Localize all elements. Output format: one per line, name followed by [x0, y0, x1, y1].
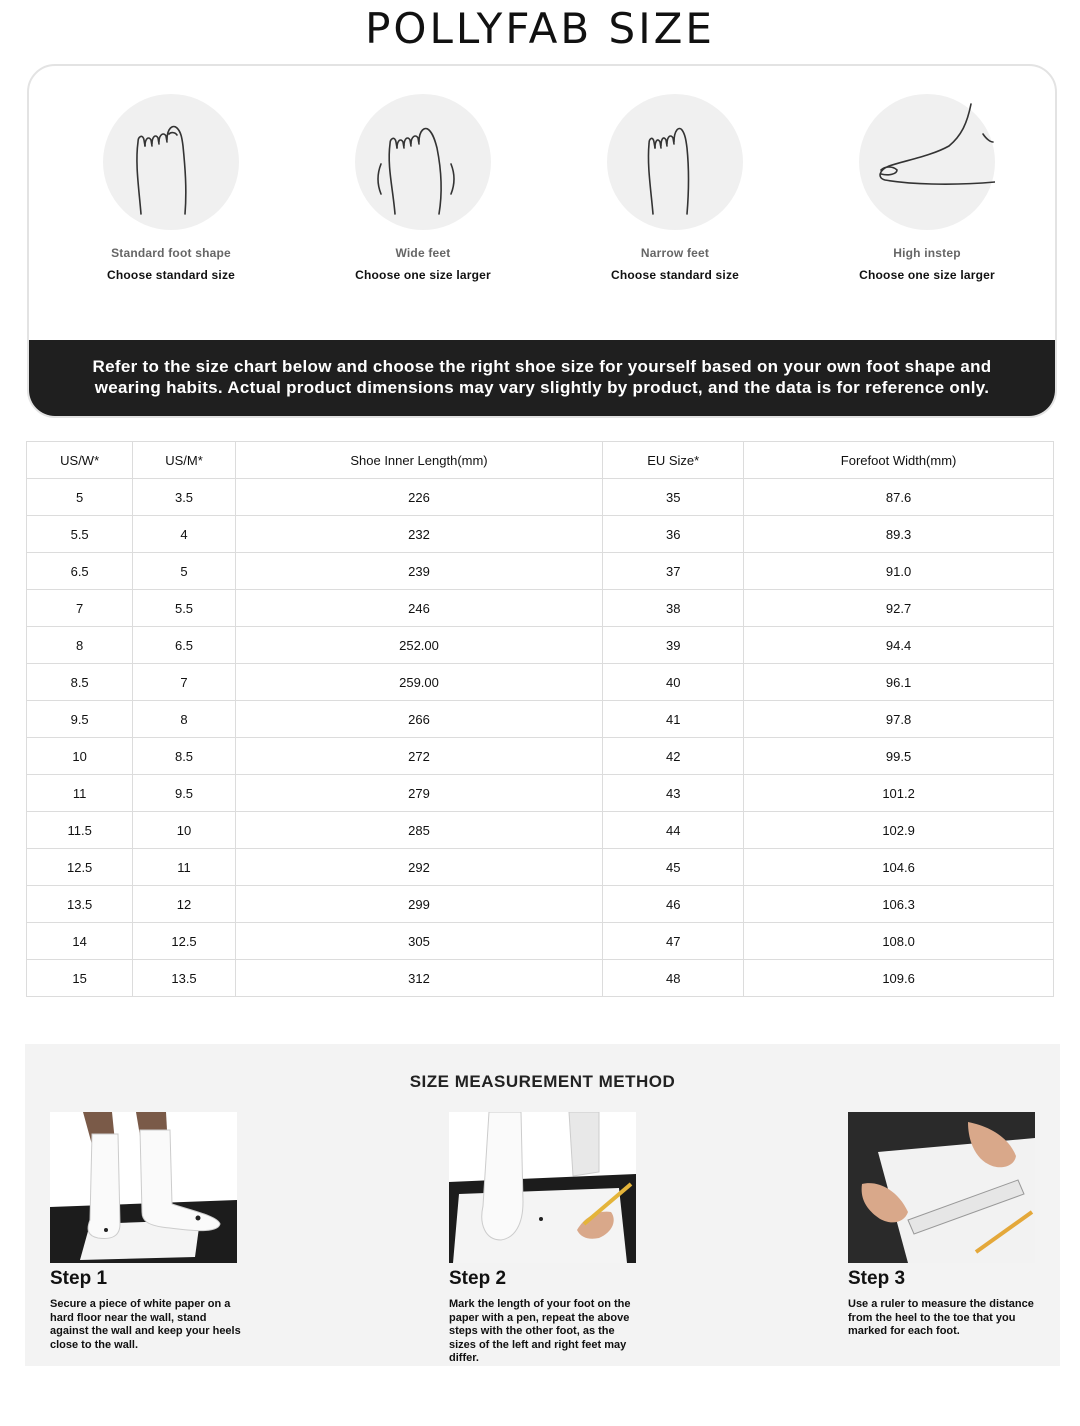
foot-type-advice: Choose one size larger — [355, 268, 491, 282]
cell-eu-size: 39 — [603, 627, 744, 664]
column-header-us-men: US/M* — [133, 442, 235, 479]
foot-type-advice: Choose standard size — [610, 268, 740, 282]
page-title: POLLYFAB SIZE — [365, 4, 715, 53]
cell-us-men: 10 — [133, 812, 235, 849]
step-2-description: Mark the length of your foot on the paper with a pen, repeat the above steps with the other foot, as the sizes of the left and right feet may differ. — [449, 1298, 631, 1364]
cell-us-women: 13.5 — [27, 886, 133, 923]
cell-forefoot-width: 108.0 — [744, 923, 1054, 960]
step-1-photo — [50, 1112, 237, 1263]
cell-inner-length: 279 — [235, 775, 603, 812]
cell-us-men: 4 — [133, 516, 235, 553]
cell-us-men: 11 — [133, 849, 235, 886]
cell-us-men: 3.5 — [133, 479, 235, 516]
column-header-us-women: US/W* — [27, 442, 133, 479]
cell-forefoot-width: 96.1 — [744, 664, 1054, 701]
table-row — [27, 738, 1054, 775]
cell-inner-length: 259.00 — [235, 664, 603, 701]
cell-forefoot-width: 109.6 — [744, 960, 1054, 997]
cell-us-women: 12.5 — [27, 849, 133, 886]
cell-us-men: 13.5 — [133, 960, 235, 997]
cell-us-women: 8 — [27, 627, 133, 664]
cell-inner-length: 299 — [235, 886, 603, 923]
table-row — [27, 812, 1054, 849]
cell-inner-length: 239 — [235, 553, 603, 590]
cell-us-men: 12.5 — [133, 923, 235, 960]
cell-eu-size: 46 — [603, 886, 744, 923]
column-header-inner-length: Shoe Inner Length(mm) — [235, 442, 603, 479]
cell-eu-size: 37 — [603, 553, 744, 590]
cell-inner-length: 292 — [235, 849, 603, 886]
foot-type-advice: Choose standard size — [106, 268, 236, 282]
cell-us-men: 6.5 — [133, 627, 235, 664]
cell-forefoot-width: 89.3 — [744, 516, 1054, 553]
step-3-title: Step 3 — [848, 1268, 906, 1289]
cell-us-women: 11 — [27, 775, 133, 812]
cell-eu-size: 41 — [603, 701, 744, 738]
foot-type-standard — [45, 66, 297, 282]
foot-type-label: Wide feet — [395, 246, 451, 260]
step-3-description: Use a ruler to measure the distance from the heel to the toe that you marked for each foot. — [848, 1298, 1034, 1337]
cell-forefoot-width: 94.4 — [744, 627, 1054, 664]
table-row — [27, 849, 1054, 886]
cell-inner-length: 226 — [235, 479, 603, 516]
cell-eu-size: 43 — [603, 775, 744, 812]
column-header-eu-size: EU Size* — [603, 442, 744, 479]
table-row — [27, 479, 1054, 516]
cell-us-men: 5 — [133, 553, 235, 590]
cell-inner-length: 232 — [235, 516, 603, 553]
cell-forefoot-width: 99.5 — [744, 738, 1054, 775]
step-3-photo — [848, 1112, 1035, 1263]
cell-eu-size: 38 — [603, 590, 744, 627]
step-1-title: Step 1 — [50, 1268, 108, 1289]
table-row — [27, 590, 1054, 627]
notice-line-1: Refer to the size chart below and choose the right shoe size for yourself based on your own foot shape and — [92, 357, 992, 376]
cell-us-men: 12 — [133, 886, 235, 923]
cell-forefoot-width: 87.6 — [744, 479, 1054, 516]
cell-eu-size: 40 — [603, 664, 744, 701]
cell-inner-length: 272 — [235, 738, 603, 775]
step-2-photo — [449, 1112, 636, 1263]
cell-us-women: 9.5 — [27, 701, 133, 738]
table-row — [27, 886, 1054, 923]
cell-us-women: 5.5 — [27, 516, 133, 553]
cell-eu-size: 44 — [603, 812, 744, 849]
table-row — [27, 960, 1054, 997]
standard-foot-icon — [103, 94, 239, 230]
cell-forefoot-width: 91.0 — [744, 553, 1054, 590]
foot-types-row — [29, 66, 1055, 340]
cell-eu-size: 42 — [603, 738, 744, 775]
column-header-forefoot-width: Forefoot Width(mm) — [744, 442, 1054, 479]
step-1-description: Secure a piece of white paper on a hard floor near the wall, stand against the wall and keep your heels close to the wall. — [50, 1298, 241, 1351]
cell-us-women: 10 — [27, 738, 133, 775]
step-3 — [848, 1112, 1048, 1339]
cell-inner-length: 266 — [235, 701, 603, 738]
cell-inner-length: 285 — [235, 812, 603, 849]
foot-type-label: High instep — [893, 246, 961, 260]
cell-inner-length: 252.00 — [235, 627, 603, 664]
foot-type-high-instep — [801, 66, 1053, 282]
foot-shape-guide — [27, 64, 1057, 418]
notice-line-2: wearing habits. Actual product dimensions may vary slightly by product, and the data is for reference only. — [94, 378, 990, 397]
cell-eu-size: 45 — [603, 849, 744, 886]
method-title: SIZE MEASUREMENT METHOD — [409, 1072, 676, 1091]
size-chart-table — [26, 441, 1054, 997]
table-row — [27, 627, 1054, 664]
cell-forefoot-width: 104.6 — [744, 849, 1054, 886]
cell-us-women: 7 — [27, 590, 133, 627]
table-row — [27, 775, 1054, 812]
table-row — [27, 664, 1054, 701]
foot-type-wide — [297, 66, 549, 282]
cell-us-women: 8.5 — [27, 664, 133, 701]
cell-inner-length: 305 — [235, 923, 603, 960]
cell-us-women: 15 — [27, 960, 133, 997]
cell-eu-size: 47 — [603, 923, 744, 960]
cell-us-men: 5.5 — [133, 590, 235, 627]
cell-us-men: 9.5 — [133, 775, 235, 812]
cell-inner-length: 246 — [235, 590, 603, 627]
table-row — [27, 701, 1054, 738]
cell-eu-size: 35 — [603, 479, 744, 516]
cell-eu-size: 36 — [603, 516, 744, 553]
cell-inner-length: 312 — [235, 960, 603, 997]
table-header-row — [27, 442, 1054, 479]
cell-eu-size: 48 — [603, 960, 744, 997]
table-row — [27, 516, 1054, 553]
foot-type-label: Standard foot shape — [111, 246, 231, 260]
cell-us-men: 8.5 — [133, 738, 235, 775]
cell-forefoot-width: 102.9 — [744, 812, 1054, 849]
table-row — [27, 923, 1054, 960]
cell-forefoot-width: 106.3 — [744, 886, 1054, 923]
step-2 — [449, 1112, 649, 1366]
high-instep-icon — [859, 94, 995, 230]
cell-forefoot-width: 101.2 — [744, 775, 1054, 812]
cell-us-women: 6.5 — [27, 553, 133, 590]
table-row — [27, 553, 1054, 590]
cell-us-women: 14 — [27, 923, 133, 960]
foot-type-narrow — [549, 66, 801, 282]
foot-type-label: Narrow feet — [640, 246, 710, 260]
foot-type-advice: Choose one size larger — [859, 268, 995, 282]
cell-us-women: 5 — [27, 479, 133, 516]
cell-us-women: 11.5 — [27, 812, 133, 849]
cell-forefoot-width: 97.8 — [744, 701, 1054, 738]
size-notice-banner — [29, 340, 1055, 418]
cell-us-men: 8 — [133, 701, 235, 738]
cell-forefoot-width: 92.7 — [744, 590, 1054, 627]
cell-us-men: 7 — [133, 664, 235, 701]
step-2-title: Step 2 — [449, 1268, 507, 1289]
measurement-method-section — [25, 1044, 1060, 1366]
narrow-foot-icon — [607, 94, 743, 230]
step-1 — [50, 1112, 250, 1352]
wide-foot-icon — [355, 94, 491, 230]
